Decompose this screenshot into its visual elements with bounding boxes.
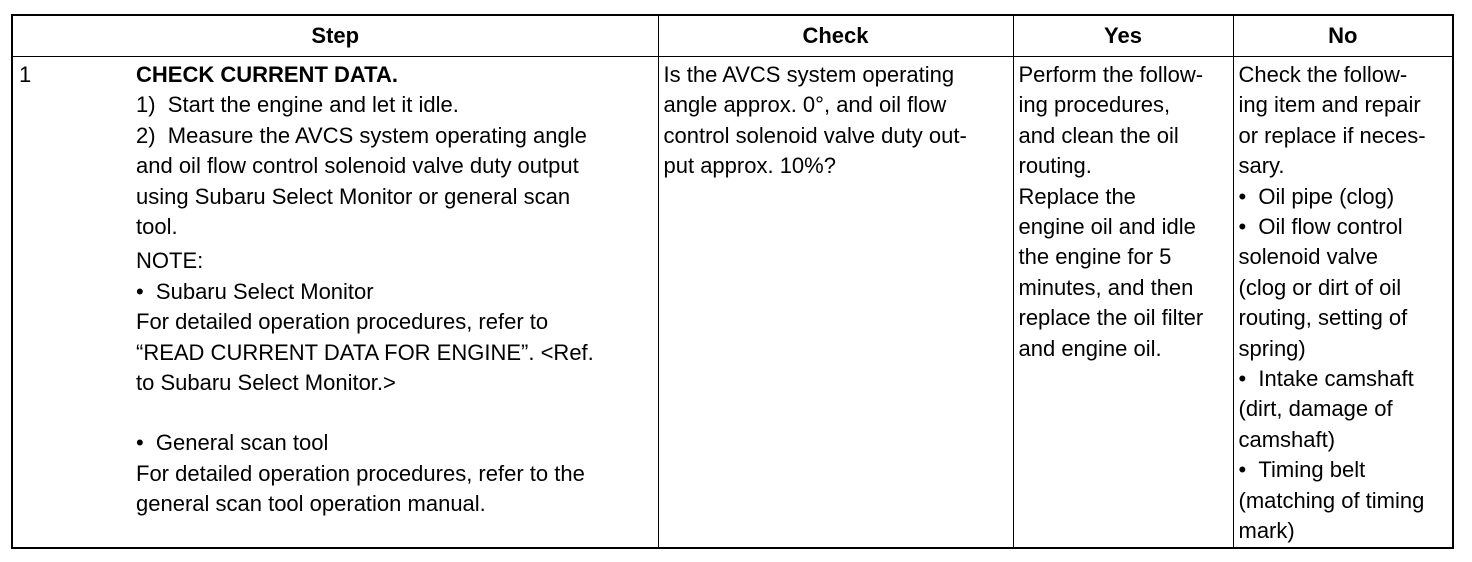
no-line: • Intake camshaft	[1238, 366, 1414, 392]
no-line: mark)	[1238, 518, 1295, 544]
step-item-2: 2) Measure the AVCS system operating angle	[136, 122, 587, 148]
step-item-1: 1) Start the engine and let it idle.	[136, 92, 459, 118]
note-bullet-select-monitor: • Subaru Select Monitor	[136, 278, 374, 304]
no-line: routing, setting of	[1238, 305, 1408, 331]
no-line: (dirt, damage of	[1238, 396, 1393, 422]
note-text-line: “READ CURRENT DATA FOR ENGINE”. <Ref.	[136, 339, 594, 365]
step-number: 1	[19, 62, 32, 87]
no-line: or replace if neces-	[1238, 122, 1426, 148]
header-yes: Yes	[1013, 16, 1233, 57]
no-line: • Oil flow control	[1238, 214, 1403, 240]
check-line: angle approx. 0°, and oil flow	[663, 92, 947, 118]
check-cell	[658, 57, 1013, 548]
step-item-2-line: using Subaru Select Monitor or general scan	[136, 183, 571, 209]
note-bullet-scan-tool: • General scan tool	[136, 430, 329, 456]
header-check: Check	[658, 16, 1013, 57]
no-line: camshaft)	[1238, 426, 1336, 452]
note-text-line: to Subaru Select Monitor.>	[136, 370, 396, 396]
header-no: No	[1233, 16, 1452, 57]
step-item-2-line: tool.	[136, 214, 178, 240]
note-text-line: general scan tool operation manual.	[136, 491, 486, 517]
spacer	[136, 398, 654, 428]
yes-line: routing.	[1018, 153, 1092, 179]
note-text-line: For detailed operation procedures, refer to	[136, 309, 549, 335]
yes-line: minutes, and then	[1018, 274, 1194, 300]
check-line: put approx. 10%?	[663, 153, 836, 179]
no-line: (clog or dirt of oil	[1238, 274, 1402, 300]
yes-line: replace the oil filter	[1018, 305, 1204, 331]
step-title: CHECK CURRENT DATA.	[136, 62, 398, 87]
yes-cell	[1013, 57, 1233, 548]
diagnostic-table-frame	[11, 14, 1454, 549]
header-row	[13, 16, 1452, 57]
yes-line: ing procedures,	[1018, 92, 1171, 118]
no-line: solenoid valve	[1238, 244, 1378, 270]
step-cell	[13, 57, 658, 548]
step-item-2-line: and oil flow control solenoid valve duty output	[136, 153, 579, 179]
no-line: ing item and repair	[1238, 92, 1421, 118]
step-body	[136, 57, 654, 520]
check-line: control solenoid valve duty out-	[663, 122, 967, 148]
check-line: Is the AVCS system operating	[663, 62, 955, 87]
no-line: • Timing belt	[1238, 457, 1366, 483]
diagnostic-table	[13, 16, 1452, 547]
yes-line: the engine for 5	[1018, 244, 1172, 270]
header-step: Step	[13, 16, 658, 57]
no-line: • Oil pipe (clog)	[1238, 183, 1395, 209]
table-row	[13, 57, 1452, 548]
no-line: spring)	[1238, 335, 1306, 361]
yes-line: Perform the follow-	[1018, 62, 1204, 87]
no-line: Check the follow-	[1238, 62, 1408, 87]
note-label: NOTE:	[136, 248, 204, 274]
yes-line: and engine oil.	[1018, 335, 1162, 361]
no-line: (matching of timing	[1238, 487, 1425, 513]
no-cell	[1233, 57, 1452, 548]
note-text-line: For detailed operation procedures, refer to the	[136, 460, 585, 486]
no-line: sary.	[1238, 153, 1285, 179]
yes-line: engine oil and idle	[1018, 214, 1196, 240]
yes-line: Replace the	[1018, 183, 1136, 209]
yes-line: and clean the oil	[1018, 122, 1179, 148]
